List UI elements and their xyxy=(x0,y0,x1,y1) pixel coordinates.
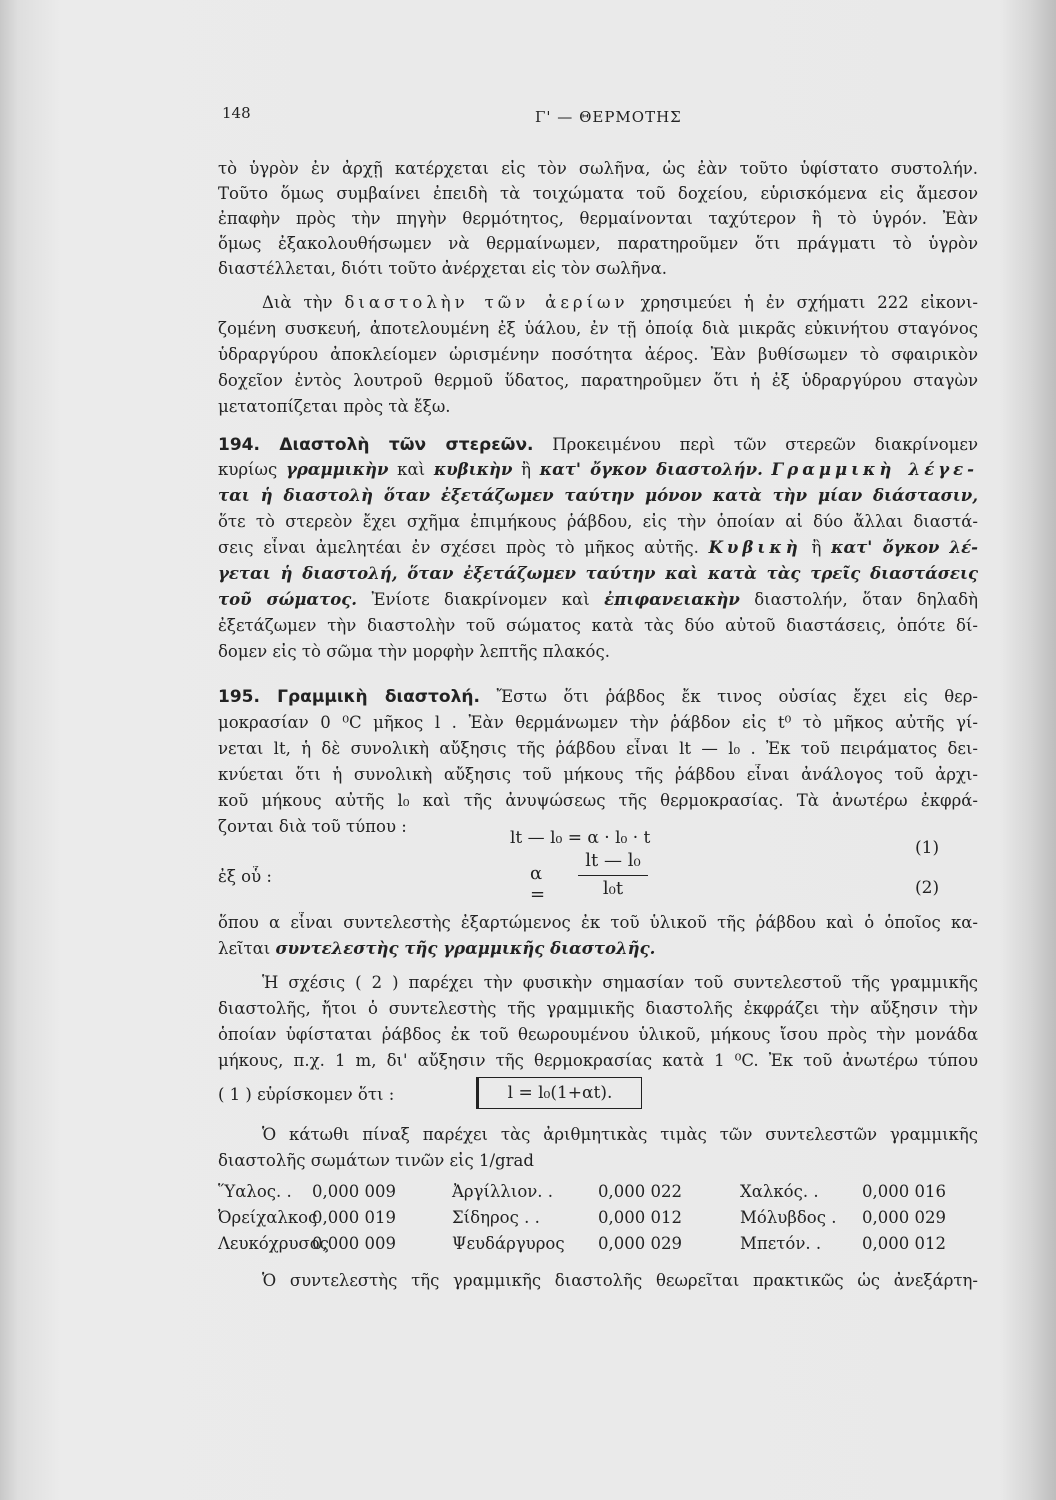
sec195-line: διαστολῆς, ἤτοι ὁ συντελεστὴς τῆς γραμμικῆς διαστολῆς ἐκφράζει τὴν αὔξησιν τὴν xyxy=(218,999,978,1018)
term-linear: γραμμικὴν xyxy=(285,460,389,479)
sec194-line-7 xyxy=(218,589,978,611)
formula-2-numerator: lt — l₀ xyxy=(585,850,641,871)
sec195-text: λεῖται xyxy=(218,939,271,958)
sec194-line: ὅτε τὸ στερεὸν ἔχει σχῆμα ἐπιμήκους ῥάβδου, εἰς τὴν ὁποίαν αἱ δύο ἄλλαι διαστά- xyxy=(218,512,978,531)
sec195-line-1 xyxy=(218,686,978,708)
sec194-text: καὶ xyxy=(397,460,426,479)
sec194-heading: 194. Διαστολὴ τῶν στερεῶν. xyxy=(218,435,534,455)
term-surface: ἐπιφανειακὴν xyxy=(604,590,740,609)
sec195-line: ( 1 ) εὑρίσκομεν ὅτι : xyxy=(218,1085,395,1104)
sec195-line: Ὁ κάτωθι πίναξ παρέχει τὰς ἀριθμητικὰς τιμὰς τῶν συντελεστῶν γραμμικῆς xyxy=(262,1125,978,1144)
sec194-text: διαστολήν, ὅταν δηλαδὴ xyxy=(754,590,978,609)
term-cubic: κυβικὴν xyxy=(433,460,513,479)
sec194-line: ται ἡ διαστολὴ ὅταν ἐξετάζωμεν ταύτην μόνον κατὰ τὴν μίαν διάστασιν, xyxy=(218,486,978,505)
sec194-line-2 xyxy=(218,459,978,481)
table-cell-value: 0,000 016 xyxy=(862,1182,946,1201)
table-cell-value: 0,000 012 xyxy=(598,1208,682,1227)
table-cell-value: 0,000 012 xyxy=(862,1234,946,1253)
table-cell-name: Χαλκός. . xyxy=(740,1182,819,1201)
para2-line-1 xyxy=(262,292,978,314)
sec195-line: Ἡ σχέσις ( 2 ) παρέχει τὴν φυσικὴν σημασίαν τοῦ συντελεστοῦ τῆς γραμμικῆς xyxy=(262,973,978,992)
term-linear-def: Γραμμικὴ λέγε- xyxy=(771,460,978,479)
term-cubic-def: Κυβικὴ xyxy=(708,538,802,557)
para2-spaced-term: διαστολὴν τῶν ἀερίων xyxy=(344,293,629,312)
table-cell-name: Ἀργίλλιον. . xyxy=(452,1182,554,1201)
sec195-heading: 195. Γραμμικὴ διαστολή. xyxy=(218,687,480,707)
sec195-line: μοκρασίαν 0 ⁰C μῆκος l . Ἐὰν θερμάνωμεν τὴν ῥάβδον εἰς t⁰ τὸ μῆκος αὐτῆς γί- xyxy=(218,713,978,732)
table-cell-value: 0,000 009 xyxy=(312,1182,396,1201)
sec195-line: κοῦ μήκους αὐτῆς l₀ καὶ τῆς ἀνυψώσεως τῆς θερμοκρασίας. Τὰ ἀνωτέρω ἐκφρά- xyxy=(218,791,978,810)
boxed-formula: l = l₀(1+αt). xyxy=(476,1077,642,1109)
closing-line: Ὁ συντελεστὴς τῆς γραμμικῆς διαστολῆς θεωρεῖται πρακτικῶς ὡς ἀνεξάρτη- xyxy=(262,1271,978,1290)
sec194-text: Προκειμένου περὶ τῶν στερεῶν διακρίνομεν xyxy=(552,435,978,454)
term-volume-def: κατ' ὄγκον λέ- xyxy=(831,538,978,557)
table-cell-value: 0,000 019 xyxy=(312,1208,396,1227)
sec194-line-5 xyxy=(218,537,978,559)
sec195-text: Ἔστω ὅτι ῥάβδος ἔκ τινος οὐσίας ἔχει εἰς θερ- xyxy=(496,687,978,706)
table-cell-value: 0,000 029 xyxy=(862,1208,946,1227)
table-cell-name: Μόλυβδος . xyxy=(740,1208,837,1227)
sec194-text: Ἐνίοτε διακρίνομεν καὶ xyxy=(371,590,590,609)
para1-line: διαστέλλεται, διότι τοῦτο ἀνέρχεται εἰς τὸν σωλῆνα. xyxy=(218,259,668,278)
para2-line: ὑδραργύρου ἀποκλείομεν ὡρισμένην ποσότητα ἀέρος. Ἐὰν βυθίσωμεν τὸ σφαιρικὸν xyxy=(218,345,978,364)
table-cell-name: Ὀρείχαλκος xyxy=(218,1208,318,1227)
table-cell-name: Σίδηρος . . xyxy=(452,1208,540,1227)
sec195-line-8 xyxy=(218,938,978,960)
formula-2-lhs: α = xyxy=(530,863,546,905)
para1-line: Τοῦτο ὅμως συμβαίνει ἐπειδὴ τὰ τοιχώματα τοῦ δοχείου, εὑρισκόμενα εἰς ἄμεσον xyxy=(218,184,978,203)
para1-line: ὅμως ἐξακολουθήσωμεν νὰ θερμαίνωμεν, παρατηροῦμεν ὅτι πράγματι τὸ ὑγρὸν xyxy=(218,234,978,253)
sec194-text: ἢ xyxy=(521,460,532,479)
table-cell-value: 0,000 029 xyxy=(598,1234,682,1253)
term-volume: κατ' ὄγκον διαστολήν. xyxy=(539,460,763,479)
sec194-text: σεις εἶναι ἀμελητέαι ἐν σχέσει πρὸς τὸ μῆκος αὐτῆς. xyxy=(218,538,699,557)
running-title: Γ' — ΘΕΡΜΟΤΗΣ xyxy=(535,108,682,126)
sec195-line: κνύεται ὅτι ἡ συνολικὴ αὔξησις τοῦ μήκους τῆς ῥάβδου εἶναι ἀνάλογος τοῦ ἀρχι- xyxy=(218,765,978,784)
sec194-line: ἐξετάζωμεν τὴν διαστολὴν τοῦ σώματος κατὰ τὰς δύο αὐτοῦ διαστάσεις, ὁπότε δί- xyxy=(218,616,978,635)
formula-1: lt — l₀ = α · l₀ · t xyxy=(510,828,651,848)
table-cell-value: 0,000 009 xyxy=(312,1234,396,1253)
sec194-text: ἢ xyxy=(811,538,822,557)
table-cell-name: Ψευδάργυρος xyxy=(452,1234,565,1253)
table-cell-name: Ὕαλος. . xyxy=(218,1182,292,1201)
sec195-line: νεται lt, ἡ δὲ συνολικὴ αὔξησις τῆς ῥάβδου εἶναι lt — l₀ . Ἐκ τοῦ πειράματος δει- xyxy=(218,739,978,758)
table-cell-name: Λευκόχρυσος xyxy=(218,1234,329,1253)
term-coefficient: συντελεστὴς τῆς γραμμικῆς διαστολῆς. xyxy=(275,939,656,958)
sec195-line: ὁποίαν ὑφίσταται ῥάβδος ἐκ τοῦ θεωρουμένου ὑλικοῦ, μήκους ἴσου πρὸς τὴν μονάδα xyxy=(218,1025,978,1044)
formula-2-number: (2) xyxy=(915,878,940,898)
table-cell-name: Μπετόν. . xyxy=(740,1234,822,1253)
sec194-line: γεται ἡ διαστολή, ὅταν ἐξετάζωμεν ταύτην καὶ κατὰ τὰς τρεῖς διαστάσεις xyxy=(218,564,978,583)
fraction-bar xyxy=(578,875,648,876)
sec195-line: μήκους, π.χ. 1 m, δι' αὔξησιν τῆς θερμοκρασίας κατὰ 1 ⁰C. Ἐκ τοῦ ἀνωτέρω τύπου xyxy=(218,1051,978,1070)
table-cell-value: 0,000 022 xyxy=(598,1182,682,1201)
sec194-text: κυρίως xyxy=(218,460,278,479)
from-which-label: ἐξ οὗ : xyxy=(218,867,272,886)
para1-line: ἐπαφὴν πρὸς τὴν πηγὴν θερμότητος, θερμαίνονται ταχύτερον ἢ τὸ ὑγρόν. Ἐὰν xyxy=(218,209,978,228)
sec194-line-1 xyxy=(218,434,978,456)
formula-1-number: (1) xyxy=(915,838,940,858)
para2-line: ζομένη συσκευή, ἀποτελουμένη ἐξ ὑάλου, ἐν τῇ ὁποίᾳ διὰ μικρᾶς εὐκινήτου σταγόνος xyxy=(218,319,978,338)
para2-line1-rest: χρησιμεύει ἡ ἐν σχήματι 222 εἰκονι- xyxy=(640,293,978,312)
sec195-line: ὅπου α εἶναι συντελεστὴς ἐξαρτώμενος ἐκ τοῦ ὑλικοῦ τῆς ῥάβδου καὶ ὁ ὁποῖος κα- xyxy=(218,913,978,932)
para1-line: τὸ ὑγρὸν ἐν ἀρχῇ κατέρχεται εἰς τὸν σωλῆνα, ὡς ἐὰν τοῦτο ὑφίστατο συστολήν. xyxy=(218,159,978,178)
term-body: τοῦ σώματος. xyxy=(218,590,358,609)
sec195-line: ζονται διὰ τοῦ τύπου : xyxy=(218,817,407,836)
page-number: 148 xyxy=(222,104,251,122)
sec194-line: δομεν εἰς τὸ σῶμα τὴν μορφὴν λεπτῆς πλακός. xyxy=(218,642,610,661)
para2-lead: Διὰ τὴν xyxy=(262,293,333,312)
para2-line: μετατοπίζεται πρὸς τὰ ἔξω. xyxy=(218,397,451,416)
para2-line: δοχεῖον ἐντὸς λουτροῦ θερμοῦ ὕδατος, παρατηροῦμεν ὅτι ἡ ἐξ ὑδραργύρου σταγὼν xyxy=(218,371,978,390)
sec195-line: διαστολῆς σωμάτων τινῶν εἰς 1/grad xyxy=(218,1151,534,1170)
formula-2-denominator: l₀t xyxy=(602,878,624,899)
